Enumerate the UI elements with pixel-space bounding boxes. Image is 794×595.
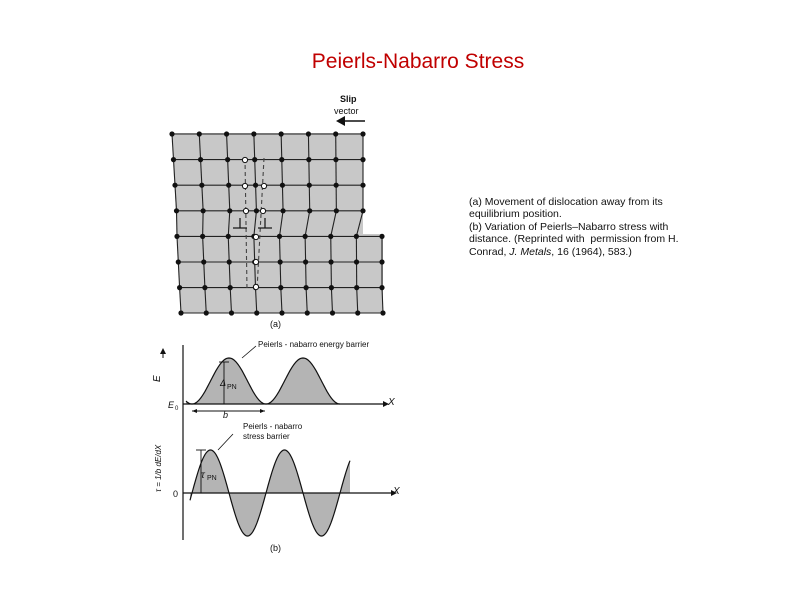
lattice-atom	[224, 131, 229, 136]
lattice-atom	[174, 234, 179, 239]
lattice-atom	[307, 183, 312, 188]
displaced-atom	[253, 284, 258, 289]
lattice-atom	[379, 259, 384, 264]
displaced-atom	[242, 183, 247, 188]
vector-label: vector	[334, 106, 359, 116]
tau-label: τ	[201, 470, 205, 481]
energy-barrier-fill	[186, 358, 340, 404]
lattice-atom	[360, 131, 365, 136]
lattice-atom	[198, 157, 203, 162]
stress-leader-line	[218, 434, 233, 450]
caption-author: Conrad,	[469, 245, 510, 258]
displaced-atom	[242, 157, 247, 162]
lattice-atom	[279, 131, 284, 136]
energy-axis-arrowhead	[160, 348, 166, 354]
lattice-atom	[354, 234, 359, 239]
lattice-atom	[202, 285, 207, 290]
panel-b-label: (b)	[270, 543, 281, 553]
lattice-atom	[355, 310, 360, 315]
e0-label: E	[168, 400, 175, 410]
caption-line-1: (a) Movement of dislocation away from its	[469, 196, 663, 208]
slip-arrow-head	[336, 116, 345, 126]
lattice-atom	[306, 157, 311, 162]
caption-citation: , 16 (1964), 583.)	[551, 245, 632, 258]
lattice-atom	[229, 310, 234, 315]
lattice-atom	[251, 131, 256, 136]
lattice-atom	[360, 157, 365, 162]
lattice-atom	[280, 208, 285, 213]
lattice-atom	[333, 157, 338, 162]
stress-barrier-label-2: stress barrier	[243, 432, 290, 441]
lattice-atom	[226, 183, 231, 188]
x-axis-label-2: X	[393, 486, 400, 497]
lattice-atom	[201, 208, 206, 213]
slide-title: Peierls-Nabarro Stress	[311, 50, 525, 73]
x-axis-label: X	[388, 397, 395, 408]
lattice-atom	[204, 310, 209, 315]
lattice-atom	[330, 310, 335, 315]
lattice-atom	[197, 131, 202, 136]
lattice-atom	[304, 285, 309, 290]
caption-line-2: equilibrium position.	[469, 208, 562, 221]
stress-plot	[154, 422, 400, 553]
lattice-atom	[354, 259, 359, 264]
lattice-atom	[171, 157, 176, 162]
lattice-atom	[328, 259, 333, 264]
lattice-atom	[278, 285, 283, 290]
lattice-atom	[307, 208, 312, 213]
displaced-atom	[253, 234, 258, 239]
caption-journal: J. Metals	[509, 245, 552, 258]
lattice-atom	[169, 131, 174, 136]
zero-label: 0	[173, 489, 179, 499]
lattice-atom	[253, 183, 258, 188]
e0-subscript: 0	[175, 406, 179, 412]
slip-label: Slip	[340, 94, 357, 104]
tau-pn-sub: PN	[207, 475, 217, 482]
caption-line-4: distance. (Reprinted with permission from H.	[469, 233, 679, 246]
lattice-atom	[226, 234, 231, 239]
lattice-atom	[280, 183, 285, 188]
lattice-atom	[254, 310, 259, 315]
lattice-atom	[278, 259, 283, 264]
delta-e-label: Δ	[220, 378, 227, 388]
lattice-atom	[334, 183, 339, 188]
stress-axis-label: τ = 1/b dE/dX	[154, 444, 163, 492]
lattice-atom	[227, 208, 232, 213]
lattice-atom	[225, 157, 230, 162]
delta-pn-sub: PN	[227, 384, 237, 391]
lattice-atom	[360, 183, 365, 188]
displaced-atom	[243, 208, 248, 213]
lattice-atom	[254, 208, 259, 213]
lattice-atom	[279, 157, 284, 162]
lattice-atom	[277, 234, 282, 239]
lattice-atom	[303, 259, 308, 264]
lattice-atom	[354, 285, 359, 290]
displaced-atom	[253, 259, 258, 264]
lattice-atom	[305, 310, 310, 315]
panel-a-label: (a)	[270, 319, 281, 329]
lattice-atom	[279, 310, 284, 315]
caption-line-3: (b) Variation of Peierls–Nabarro stress with	[469, 220, 669, 233]
b-label: b	[223, 410, 229, 420]
displaced-atom	[261, 183, 266, 188]
lattice-atom	[252, 157, 257, 162]
lattice-atom	[303, 234, 308, 239]
lattice-atom	[379, 285, 384, 290]
energy-leader-line	[242, 346, 256, 358]
lattice-atom	[328, 234, 333, 239]
lattice-atom	[333, 131, 338, 136]
lattice-atom	[176, 259, 181, 264]
lattice-atom	[380, 310, 385, 315]
energy-axis-label: E	[152, 375, 163, 382]
energy-barrier-label: Peierls - nabarro energy barrier	[258, 340, 370, 349]
lattice-atom	[174, 208, 179, 213]
lattice-atom	[334, 208, 339, 213]
lattice-atom	[379, 234, 384, 239]
lattice-panel	[169, 94, 385, 329]
displaced-atom	[260, 208, 265, 213]
stress-barrier-label-1: Peierls - nabarro	[243, 422, 303, 431]
lattice-atom	[360, 208, 365, 213]
lattice-atom	[227, 259, 232, 264]
lattice-atom	[200, 234, 205, 239]
lattice-atom	[228, 285, 233, 290]
lattice-atom	[178, 310, 183, 315]
lattice-atom	[306, 131, 311, 136]
lattice-atom	[172, 183, 177, 188]
lattice-atom	[199, 183, 204, 188]
lattice-atom	[177, 285, 182, 290]
lattice-atom	[329, 285, 334, 290]
lattice-atom	[201, 259, 206, 264]
